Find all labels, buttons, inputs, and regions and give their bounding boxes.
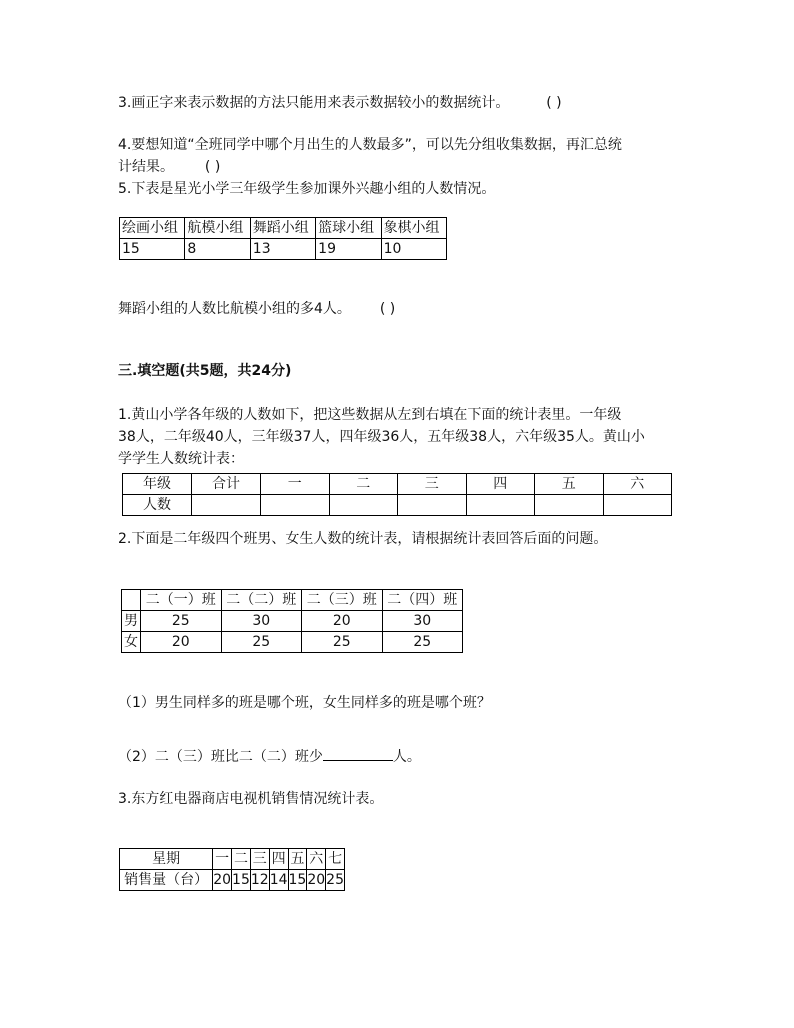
table-header-cell xyxy=(122,590,141,611)
table-header-cell: 二 xyxy=(329,474,398,495)
question-3 xyxy=(118,92,562,114)
table-cell: 25 xyxy=(141,611,222,632)
table-cell: 20 xyxy=(307,870,326,891)
section-title: 三.填空题(共5题，共24分) xyxy=(118,363,292,379)
question-2-unit: 人。 xyxy=(392,749,421,765)
table-row xyxy=(123,474,672,495)
table-header-cell: 年级 xyxy=(123,474,192,495)
table-row xyxy=(123,495,672,516)
table-cell: 20 xyxy=(302,611,383,632)
interest-group-table xyxy=(119,217,447,260)
question-5-statement xyxy=(118,298,395,320)
table-cell: 8 xyxy=(185,239,250,260)
statement-text: 舞蹈小组的人数比航模小组的多4人。 xyxy=(118,301,351,317)
answer-cell[interactable] xyxy=(329,495,398,516)
answer-cell[interactable] xyxy=(398,495,467,516)
fill-2-question-2 xyxy=(118,746,421,768)
fill-2-text: 2.下面是二年级四个班男、女生人数的统计表，请根据统计表回答后面的问题。 xyxy=(118,531,608,547)
table-row xyxy=(122,590,463,611)
table-cell: 12 xyxy=(250,870,269,891)
answer-cell[interactable] xyxy=(261,495,330,516)
question-4-paren: ( ) xyxy=(204,159,221,175)
statement-paren: ( ) xyxy=(379,301,396,317)
grade-population-table xyxy=(122,473,672,516)
answer-cell[interactable] xyxy=(535,495,604,516)
table-header-cell: 五 xyxy=(535,474,604,495)
table-row xyxy=(122,611,463,632)
table-cell: 10 xyxy=(381,239,446,260)
table-header-cell: 四 xyxy=(466,474,535,495)
table-header-cell: 二（一）班 xyxy=(141,590,222,611)
table-cell: 20 xyxy=(141,632,222,653)
table-cell: 25 xyxy=(302,632,383,653)
table-row xyxy=(120,218,447,239)
table-header-cell: 合计 xyxy=(192,474,261,495)
table-header-cell: 篮球小组 xyxy=(316,218,381,239)
table-cell: 15 xyxy=(232,870,251,891)
table-header-cell: 航模小组 xyxy=(185,218,250,239)
question-3-paren: ( ) xyxy=(546,95,562,111)
table-row xyxy=(122,632,463,653)
table-header-cell: 二（三）班 xyxy=(302,590,383,611)
table-row xyxy=(120,849,345,870)
tv-sales-table xyxy=(119,848,345,891)
table-cell: 19 xyxy=(316,239,381,260)
question-5-text: 5.下表是星光小学三年级学生参加课外兴趣小组的人数情况。 xyxy=(118,181,496,197)
table-cell: 20 xyxy=(213,870,232,891)
table-header-cell: 三 xyxy=(398,474,467,495)
fill-2-question-1: （1）男生同样多的班是哪个班，女生同样多的班是哪个班？ xyxy=(118,695,491,711)
table-cell: 13 xyxy=(250,239,315,260)
fill-1-line3: 学学生人数统计表： xyxy=(118,451,244,467)
table-row-label: 男 xyxy=(122,611,141,632)
table-cell: 25 xyxy=(326,870,345,891)
table-cell: 15 xyxy=(120,239,185,260)
table-header-cell: 二 xyxy=(232,849,251,870)
table-header-cell: 六 xyxy=(307,849,326,870)
table-header-cell: 六 xyxy=(603,474,672,495)
question-4-text: 计结果。 xyxy=(118,159,174,175)
question-2-text: （2）二（三）班比二（二）班少 xyxy=(118,749,323,765)
table-row xyxy=(120,239,447,260)
table-header-cell: 二（二）班 xyxy=(221,590,302,611)
table-header-cell: 一 xyxy=(261,474,330,495)
table-cell: 25 xyxy=(221,632,302,653)
table-header-cell: 三 xyxy=(250,849,269,870)
table-header-cell: 五 xyxy=(288,849,307,870)
answer-cell[interactable] xyxy=(192,495,261,516)
class-gender-table xyxy=(121,589,463,653)
table-header-cell: 舞蹈小组 xyxy=(250,218,315,239)
answer-blank[interactable] xyxy=(323,746,393,761)
table-row-label: 销售量（台） xyxy=(120,870,213,891)
table-header-cell: 绘画小组 xyxy=(120,218,185,239)
question-3-text: 3.画正字来表示数据的方法只能用来表示数据较小的数据统计。 xyxy=(118,95,510,111)
table-header-cell: 象棋小组 xyxy=(381,218,446,239)
table-row xyxy=(120,870,345,891)
fill-1-line1: 1.黄山小学各年级的人数如下，把这些数据从左到右填在下面的统计表里。一年级 xyxy=(118,407,622,423)
table-row-label: 女 xyxy=(122,632,141,653)
table-row-label: 人数 xyxy=(123,495,192,516)
table-header-cell: 星期 xyxy=(120,849,213,870)
answer-cell[interactable] xyxy=(466,495,535,516)
table-header-cell: 四 xyxy=(269,849,288,870)
question-4-line1: 4.要想知道“全班同学中哪个月出生的人数最多”，可以先分组收集数据，再汇总统 xyxy=(118,137,622,153)
answer-cell[interactable] xyxy=(603,495,672,516)
table-cell: 30 xyxy=(382,611,463,632)
fill-3-text: 3.东方红电器商店电视机销售情况统计表。 xyxy=(118,791,384,807)
table-header-cell: 一 xyxy=(213,849,232,870)
table-cell: 25 xyxy=(382,632,463,653)
table-cell: 30 xyxy=(221,611,302,632)
table-cell: 15 xyxy=(288,870,307,891)
fill-1-line2: 38人，二年级40人，三年级37人，四年级36人，五年级38人，六年级35人。黄山小 xyxy=(118,429,645,445)
table-cell: 14 xyxy=(269,870,288,891)
table-header-cell: 七 xyxy=(326,849,345,870)
question-4-line2 xyxy=(118,156,220,178)
table-header-cell: 二（四）班 xyxy=(382,590,463,611)
